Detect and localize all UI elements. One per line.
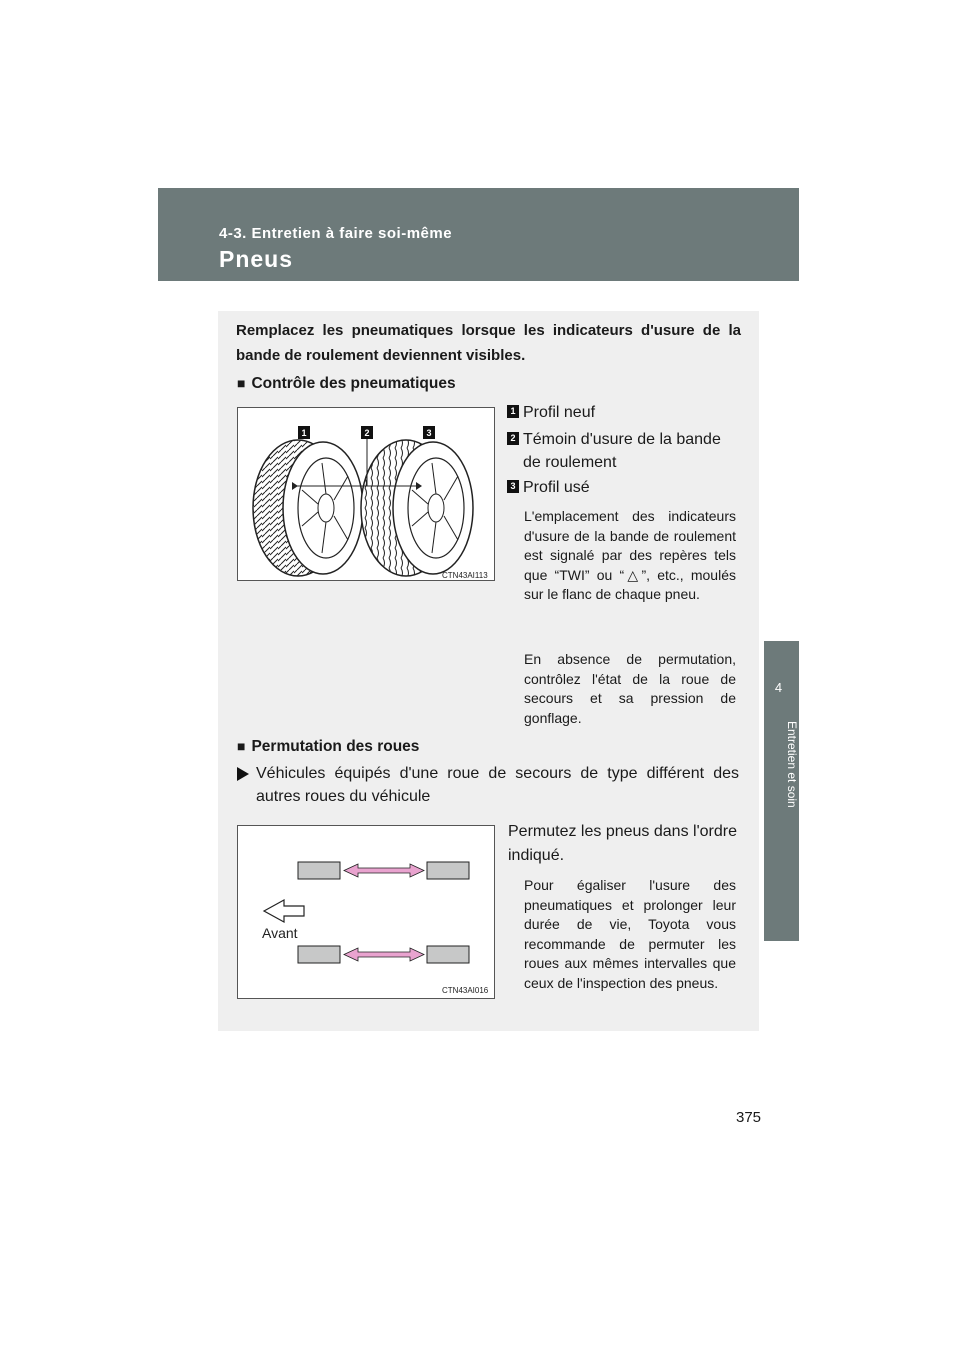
arrow-bullet-icon bbox=[237, 767, 249, 781]
tire-tread-figure bbox=[237, 407, 495, 581]
figure-code-1: CTN43AI113 bbox=[442, 571, 488, 580]
legend-label-1: Profil neuf bbox=[523, 404, 596, 421]
badge-1-icon: 1 bbox=[507, 405, 519, 418]
heading-rotation bbox=[237, 738, 419, 756]
intro-text: Remplacez les pneumatiques lorsque les indicateurs d'usure de la bande de roulement deviennent visibles. bbox=[236, 322, 741, 364]
heading-tire-check bbox=[237, 375, 456, 393]
square-bullet-icon: ■ bbox=[237, 738, 246, 754]
rotation-figure bbox=[237, 825, 495, 999]
chapter-number: 4 bbox=[774, 680, 783, 695]
legend-item-1 bbox=[507, 401, 739, 424]
svg-text:2: 2 bbox=[364, 428, 370, 438]
legend-label-2: Témoin d'usure de la bande de roulement bbox=[523, 431, 721, 471]
badge-2-icon: 2 bbox=[507, 432, 519, 445]
note-rotation-interval: Pour égaliser l'usure des pneumatiques et prolonger leur durée de vie, Toyota vous recommande de permuter les roues aux mêmes intervalles que ceux de l'inspection des pneus. bbox=[524, 877, 736, 991]
page-number: 375 bbox=[736, 1109, 762, 1126]
rotation-instruction: Permutez les pneus dans l'ordre indiqué. bbox=[508, 823, 737, 864]
front-label: Avant bbox=[262, 925, 298, 941]
heading-rotation-label: Permutation des roues bbox=[251, 738, 420, 755]
chapter-label: Entretien et soin bbox=[785, 721, 799, 808]
legend-item-2 bbox=[507, 428, 739, 474]
square-bullet-icon: ■ bbox=[237, 375, 246, 391]
badge-3-icon: 3 bbox=[507, 480, 519, 493]
heading-tire-check-label: Contrôle des pneumatiques bbox=[251, 375, 456, 392]
svg-text:1: 1 bbox=[301, 428, 307, 438]
chapter-tab bbox=[758, 281, 799, 1358]
legend-item-3 bbox=[507, 476, 739, 499]
legend-label-3: Profil usé bbox=[523, 479, 590, 496]
rotation-diagram bbox=[238, 826, 494, 998]
note-spare-check: En absence de permutation, contrôlez l'état de la roue de secours et sa pression de gonflage. bbox=[524, 651, 736, 726]
tire-tread-illustration bbox=[238, 408, 494, 580]
note-wear-indicators: L'emplacement des indicateurs d'usure de la bande de roulement est signalé par des repères tels que “TWI” ou “△”, etc., moulés sur le flanc de chaque pneu. bbox=[524, 508, 736, 602]
page-title: Pneus bbox=[219, 246, 294, 272]
svg-text:3: 3 bbox=[426, 428, 432, 438]
vehicle-condition-text: Véhicules équipés d'une roue de secours de type différent des autres roues du véhicule bbox=[256, 765, 739, 805]
section-label: 4-3. Entretien à faire soi-même bbox=[219, 225, 453, 242]
section-header bbox=[158, 188, 799, 281]
figure-code-2: CTN43AI016 bbox=[442, 986, 489, 995]
